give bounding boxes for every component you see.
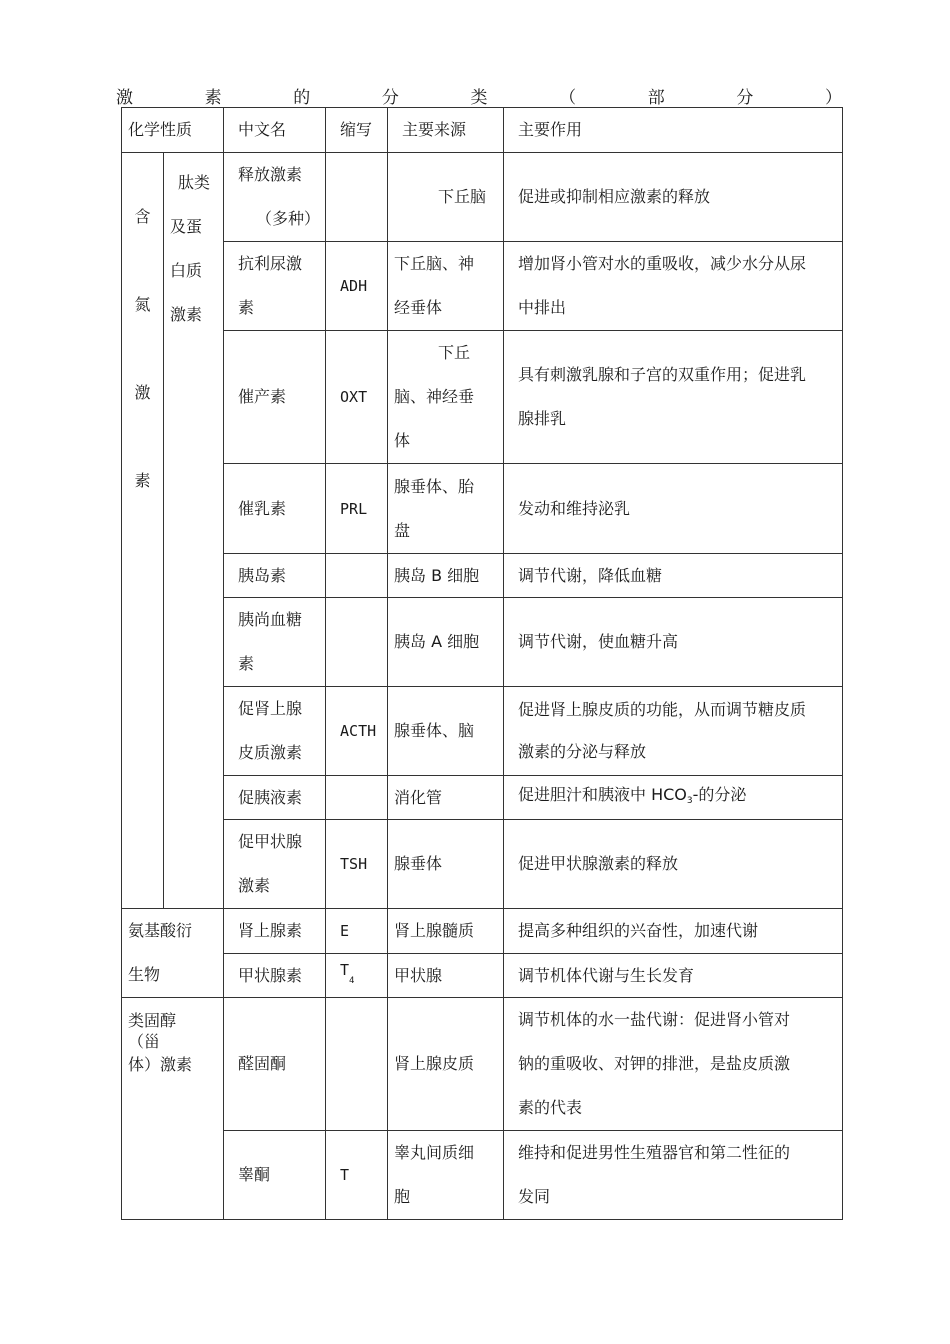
category-peptide — [164, 153, 224, 909]
category-line: 生物 — [128, 965, 161, 984]
category-line: 激素 — [170, 305, 203, 324]
table-row — [122, 331, 843, 464]
source-line: 盘 — [394, 520, 411, 540]
table-row — [122, 598, 843, 687]
category-line: 类固醇 — [128, 1011, 177, 1030]
name-line: 释放激素 — [238, 165, 303, 184]
name-line: 素 — [238, 298, 255, 317]
hormone-source — [388, 331, 504, 464]
hormone-source — [388, 242, 504, 331]
hormone-name — [224, 153, 326, 242]
header-row — [122, 108, 843, 153]
table-row — [122, 242, 843, 331]
name-line: 素 — [238, 654, 255, 673]
hormone-abbr — [326, 998, 388, 1131]
hormone-source: 胰岛 A 细胞 — [388, 598, 504, 687]
hormone-function — [504, 776, 843, 820]
title-char: 类 — [470, 88, 488, 108]
function-line: 促进或抑制相应激素的释放 — [518, 187, 711, 206]
hormone-name — [224, 687, 326, 776]
hormone-name: 甲状腺素 — [224, 954, 326, 998]
header-function: 主要作用 — [504, 108, 843, 153]
title-char: ） — [825, 88, 842, 108]
category-char: 素 — [134, 471, 151, 490]
hormone-table — [121, 107, 843, 1220]
hormone-function — [504, 1131, 843, 1220]
function-line: 素的代表 — [518, 1098, 583, 1117]
function-line: 维持和促进男性生殖器官和第二性征的 — [518, 1143, 791, 1162]
category-line: 氨基酸衍 — [128, 921, 193, 940]
hormone-abbr: ACTH — [326, 687, 388, 776]
header-abbr: 缩写 — [326, 108, 388, 153]
hormone-name: 催乳素 — [224, 464, 326, 554]
function-text: 促进胆汁和胰液中 HCO — [518, 784, 687, 804]
hormone-abbr — [326, 776, 388, 820]
name-line: 激素 — [238, 876, 271, 895]
hormone-function — [504, 464, 843, 554]
hormone-function: 调节代谢，降低血糖 — [504, 554, 843, 598]
hormone-abbr — [326, 598, 388, 687]
hormone-function: 调节机体代谢与生长发育 — [504, 954, 843, 998]
hormone-name — [224, 598, 326, 687]
table-row — [122, 998, 843, 1131]
table-row — [122, 153, 843, 242]
title-char: 的 — [293, 88, 311, 108]
name-line: （多种） — [256, 209, 321, 228]
category-nitrogen — [122, 153, 164, 909]
hormone-abbr: T — [326, 1131, 388, 1220]
table-row — [122, 820, 843, 909]
category-char: 含 — [134, 207, 151, 226]
category-steroid — [122, 998, 224, 1220]
hormone-abbr: TSH — [326, 820, 388, 909]
hormone-abbr — [326, 954, 388, 998]
hormone-name: 促胰液素 — [224, 776, 326, 820]
table-row — [122, 687, 843, 776]
hormone-name — [224, 242, 326, 331]
source-line: 下丘脑、神 — [394, 254, 475, 273]
hormone-source: 肾上腺髓质 — [388, 909, 504, 954]
function-subscript: 3 — [686, 795, 693, 806]
title-char: 部 — [647, 88, 665, 108]
name-line: 抗利尿激 — [238, 254, 303, 273]
function-line: 中排出 — [518, 298, 567, 317]
header-name: 中文名 — [224, 108, 326, 153]
category-amino — [122, 909, 224, 998]
category-line: 肽类 — [178, 173, 211, 192]
table-row — [122, 954, 843, 998]
hormone-source: 甲状腺 — [388, 954, 504, 998]
function-line: 发同 — [518, 1187, 551, 1206]
hormone-source: 腺垂体、脑 — [388, 687, 504, 776]
hormone-source: 腺垂体 — [388, 820, 504, 909]
table-row — [122, 464, 843, 554]
title-char: 素 — [204, 88, 222, 108]
hormone-source: 肾上腺皮质 — [388, 998, 504, 1131]
function-line: 促进肾上腺皮质的功能，从而调节糖皮质 — [518, 700, 807, 719]
category-char: 激 — [134, 383, 151, 402]
hormone-function — [504, 331, 843, 464]
source-line: 睾丸间质细 — [394, 1143, 475, 1162]
hormone-function: 提高多种组织的兴奋性，加速代谢 — [504, 909, 843, 954]
hormone-abbr: OXT — [326, 331, 388, 464]
hormone-abbr: E — [326, 909, 388, 954]
function-line: 发动和维持泌乳 — [518, 498, 631, 518]
name-line: 促甲状腺 — [238, 832, 303, 851]
table-row — [122, 1131, 843, 1220]
name-line: 促肾上腺 — [238, 699, 303, 718]
table-row — [122, 776, 843, 820]
category-line: 体）激素 — [128, 1055, 193, 1074]
hormone-abbr: ADH — [326, 242, 388, 331]
hormone-function: 调节代谢，使血糖升高 — [504, 598, 843, 687]
source-line: 胞 — [394, 1187, 411, 1206]
source-line: 体 — [394, 431, 411, 450]
hormone-function — [504, 153, 843, 242]
table-row — [122, 909, 843, 954]
hormone-source: 消化管 — [388, 776, 504, 820]
function-line: 腺排乳 — [518, 409, 567, 428]
name-line: 胰尚血糖 — [238, 610, 303, 629]
category-line: 及蛋 — [170, 217, 203, 236]
page-title — [116, 86, 842, 108]
title-char: （ — [559, 88, 577, 108]
table-row — [122, 554, 843, 598]
hormone-abbr — [326, 153, 388, 242]
title-char: 分 — [736, 88, 754, 108]
hormone-abbr — [326, 554, 388, 598]
source-line: 经垂体 — [394, 298, 443, 317]
hormone-function — [504, 998, 843, 1131]
title-char: 分 — [381, 88, 399, 108]
category-line: （甾 — [128, 1032, 161, 1051]
function-line: 调节机体的水一盐代谢：促进肾小管对 — [518, 1010, 791, 1029]
hormone-function: 促进甲状腺激素的释放 — [504, 820, 843, 909]
hormone-name: 催产素 — [224, 331, 326, 464]
function-line: 激素的分泌与释放 — [518, 742, 647, 761]
category-char: 氮 — [134, 295, 151, 314]
source-line: 下丘 — [438, 343, 471, 362]
function-text: -的分泌 — [692, 784, 747, 804]
hormone-name: 睾酮 — [224, 1131, 326, 1220]
name-line: 皮质激素 — [238, 743, 303, 762]
hormone-function — [504, 242, 843, 331]
function-line: 钠的重吸收、对钾的排泄，是盐皮质激 — [518, 1054, 791, 1073]
hormone-name — [224, 820, 326, 909]
header-nature: 化学性质 — [122, 108, 224, 153]
hormone-source — [388, 153, 504, 242]
abbr-subscript: 4 — [349, 976, 355, 986]
function-line: 增加肾小管对水的重吸收，减少水分从尿 — [518, 254, 807, 273]
hormone-source: 胰岛 B 细胞 — [388, 554, 504, 598]
title-char: 激 — [116, 88, 133, 108]
hormone-source — [388, 464, 504, 554]
hormone-name: 肾上腺素 — [224, 909, 326, 954]
source-line: 脑、神经垂 — [394, 387, 475, 406]
hormone-name: 胰岛素 — [224, 554, 326, 598]
function-line: 具有刺激乳腺和子宫的双重作用；促进乳 — [518, 365, 807, 384]
source-line: 下丘脑 — [438, 187, 487, 206]
hormone-name: 醛固酮 — [224, 998, 326, 1131]
hormone-function — [504, 687, 843, 776]
category-line: 白质 — [170, 261, 203, 280]
hormone-source — [388, 1131, 504, 1220]
abbr-text: T — [340, 961, 350, 979]
source-line: 腺垂体、胎 — [394, 476, 475, 496]
header-source: 主要来源 — [388, 108, 504, 153]
hormone-abbr: PRL — [326, 464, 388, 554]
